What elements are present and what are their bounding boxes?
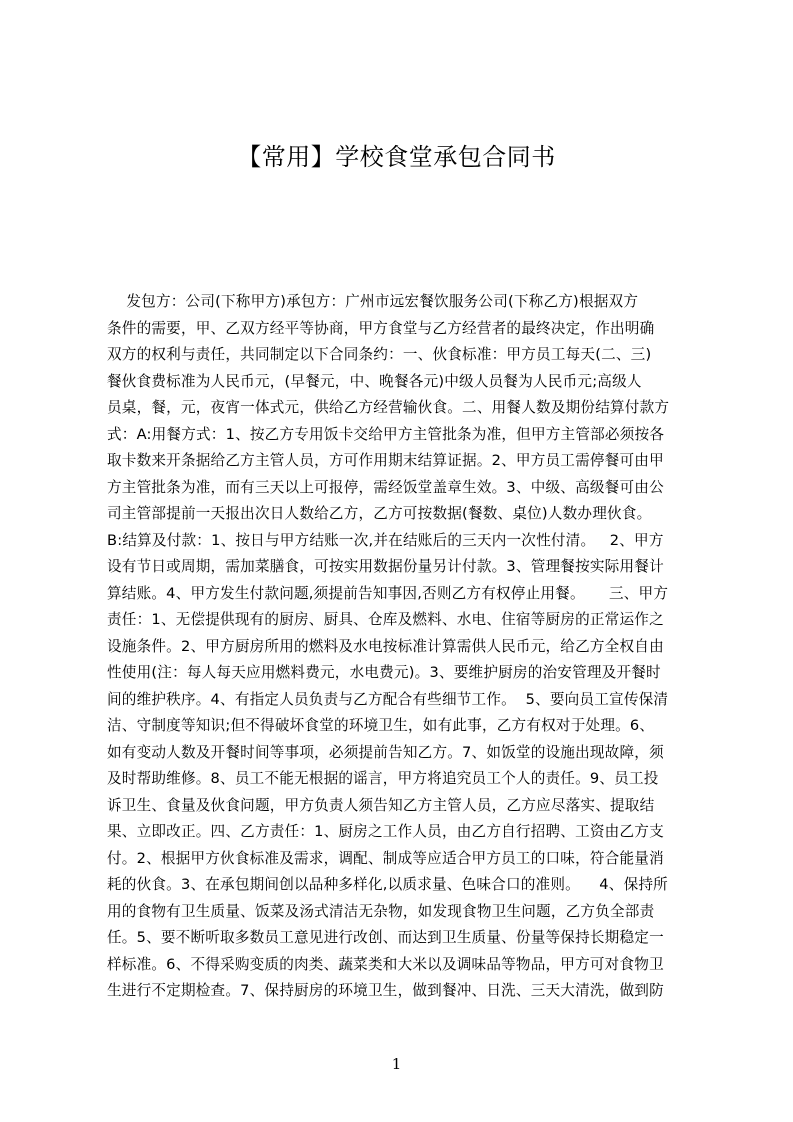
body-line: 取卡数来开条据给乙方主管人员，方可作用期末结算证据。2、甲方员工需停餐可由甲 xyxy=(107,452,664,469)
body-line: 洁、守制度等知识;但不得破坏食堂的环境卫生，如有此事，乙方有权对于处理。6、 xyxy=(107,717,655,734)
body-line: 任。5、要不断听取多数员工意见进行改创、而达到卫生质量、份量等保持长期稳定一 xyxy=(107,929,664,946)
body-line: 设施条件。2、甲方厨房所用的燃料及水电按标准计算需供人民币元，给乙方全权自由 xyxy=(107,637,664,655)
body-line: 员桌，餐，元，夜宵一体式元，供给乙方经营输伙食。二、用餐人数及期份结算付款方 xyxy=(107,399,670,416)
body-line: 双方的权利与责任，共同制定以下合同条约：一、伙食标准：甲方员工每天(二、三) xyxy=(107,346,652,363)
body-line: 间的维护秩序。4、有指定人员负责与乙方配合有些细节工作。 5、要向员工宣传保清 xyxy=(107,690,669,708)
body-line: 及时帮助维修。8、员工不能无根据的谣言，甲方将追究员工个人的责任。9、员工投 xyxy=(107,770,659,787)
body-line: 用的食物有卫生质量、饭菜及汤式清洁无杂物，如发现食物卫生问题，乙方负全部责 xyxy=(107,902,655,920)
contract-body xyxy=(107,289,697,999)
body-line: 设有节日或周期，需加菜膳食，可按实用数据份量另计付款。3、管理餐按实际用餐计 xyxy=(107,558,664,575)
body-line: 付。2、根据甲方伙食标准及需求，调配、制成等应适合甲方员工的口味，符合能量消 xyxy=(107,849,664,867)
body-line: 方主管批条为准，而有三天以上可报停，需经饭堂盖章生效。3、中级、高级餐可由公 xyxy=(107,478,664,496)
body-line: 果、立即改正。四、乙方责任：1、厨房之工作人员，由乙方自行招聘、工资由乙方支 xyxy=(107,823,664,840)
body-line: 性使用(注：每人每天应用燃料费元，水电费元)。3、要维护厨房的治安管理及开餐时 xyxy=(107,664,661,681)
body-line: 样标准。6、不得采购变质的肉类、蔬菜类和大米以及调味品等物品，甲方可对食物卫 xyxy=(107,955,664,973)
body-line: 算结账。4、甲方发生付款问题,须提前告知事因,否则乙方有权停止用餐。 三、甲方 xyxy=(107,584,669,602)
body-line: 耗的伙食。3、在承包期间创以品种多样化,以质求量、色味合口的准则。 4、保持所 xyxy=(107,876,668,893)
body-line: 司主管部提前一天报出次日人数给乙方，乙方可按数据(餐数、桌位)人数办理伙食。 xyxy=(107,505,652,522)
page-title: 【常用】学校食堂承包合同书 xyxy=(237,143,556,171)
body-line: B:结算及付款：1、按日与甲方结账一次,并在结账后的三天内一次性付清。 2、甲方 xyxy=(107,531,664,549)
body-line: 诉卫生、食量及伙食问题，甲方负责人须告知乙方主管人员，乙方应尽落实、提取结 xyxy=(107,796,655,814)
body-line: 式：A:用餐方式：1、按乙方专用饭卡交给甲方主管批条为准，但甲方主管部必须按各 xyxy=(107,425,665,443)
page-number: 1 xyxy=(391,1055,402,1073)
body-line: 条件的需要，甲、乙双方经平等协商，甲方食堂与乙方经营者的最终决定，作出明确 xyxy=(107,319,655,337)
body-line: 餐伙食费标准为人民币元，(早餐元，中、晚餐各元)中级人员餐为人民币元;高级人 xyxy=(107,372,642,390)
body-line: 责任：1、无偿提供现有的厨房、厨具、仓库及燃料、水电、住宿等厨房的正常运作之 xyxy=(107,611,664,628)
body-line: 如有变动人数及开餐时间等事项，必须提前告知乙方。7、如饭堂的设施出现故障，须 xyxy=(107,743,664,761)
body-line: 发包方：公司(下称甲方)承包方：广州市远宏餐饮服务公司(下称乙方)根据双方 xyxy=(107,293,639,310)
body-line: 生进行不定期检查。7、保持厨房的环境卫生，做到餐冲、日洗、三天大清洗，做到防 xyxy=(107,982,664,999)
